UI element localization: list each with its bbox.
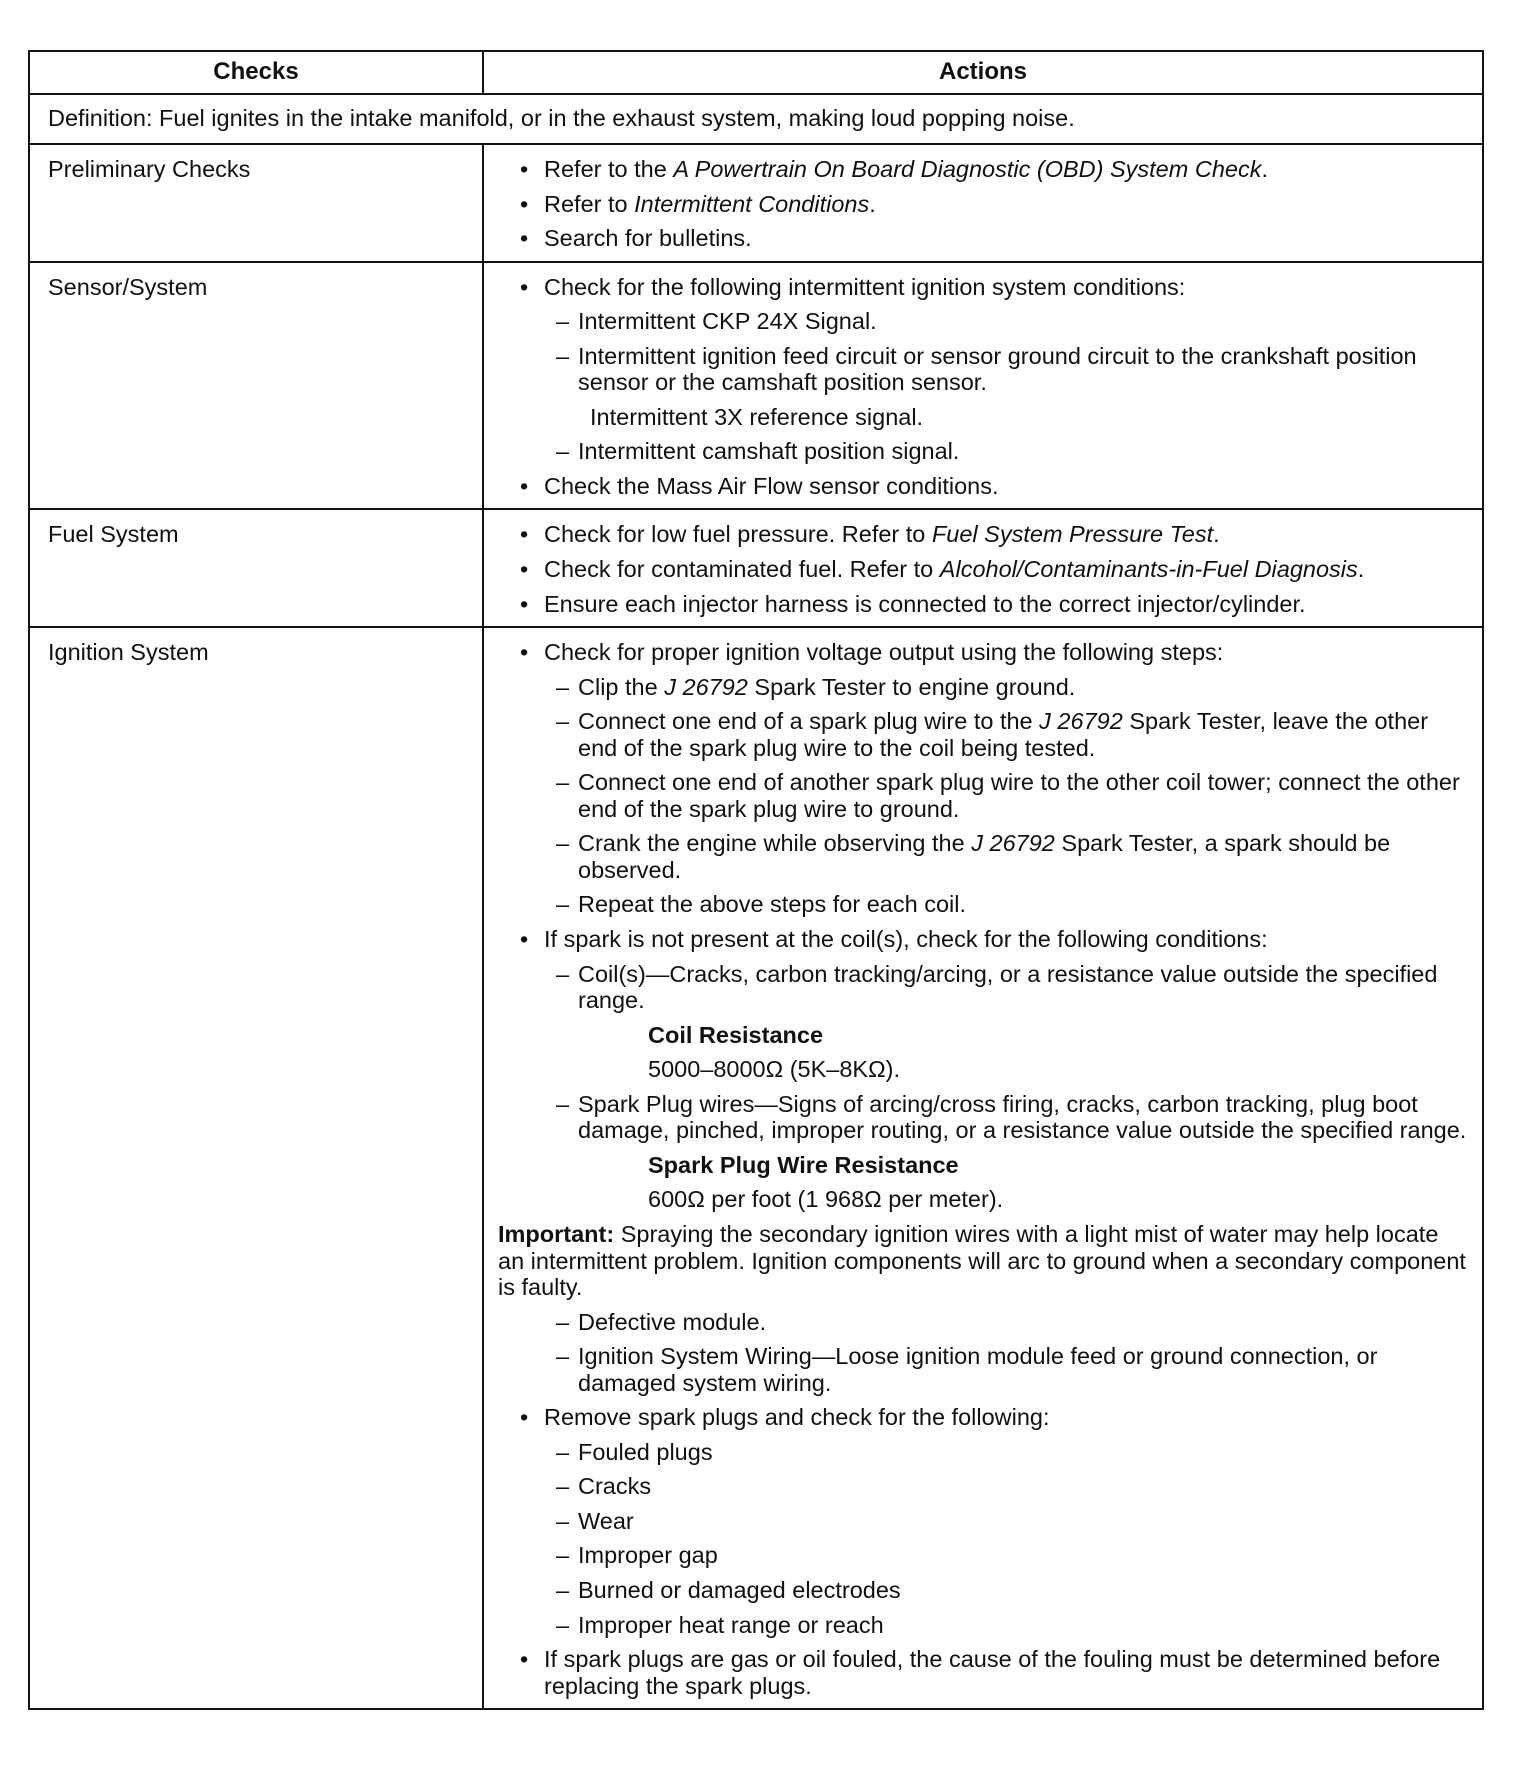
action-subitem: Intermittent 3X reference signal. — [590, 403, 924, 430]
spec-value: 5000–8000Ω (5K–8KΩ). — [648, 1056, 901, 1083]
check-label: Fuel System — [29, 509, 483, 627]
check-label: Sensor/System — [29, 262, 483, 510]
spec-value: 600Ω per foot (1 968Ω per meter). — [648, 1186, 1004, 1213]
action-subitem: – Cracks — [498, 1473, 1468, 1500]
actions-cell — [483, 262, 1483, 510]
check-label: Ignition System — [29, 627, 483, 1709]
action-subitem: – Intermittent CKP 24X Signal. — [498, 308, 1468, 335]
action-bullet: • If spark plugs are gas or oil fouled, the cause of the fouling must be determined before replacing the spark plugs. — [498, 1646, 1468, 1699]
action-subitem: – Intermittent ignition feed circuit or sensor ground circuit to the crankshaft position sensor or the camshaft position sensor. — [498, 343, 1468, 396]
action-subitem: – Connect one end of a spark plug wire to the J 26792 Spark Tester, leave the other end of the spark plug wire to the coil being tested. — [498, 708, 1468, 761]
action-bullet: • Refer to Intermittent Conditions. — [498, 191, 1468, 218]
action-subitem: – Fouled plugs — [498, 1439, 1468, 1466]
action-subitem: – Spark Plug wires—Signs of arcing/cross firing, cracks, carbon tracking, plug boot damage, pinched, improper routing, or a resistance value outside the specified range. — [498, 1091, 1468, 1144]
action-subitem: – Defective module. — [498, 1309, 1468, 1336]
action-bullet: • Ensure each injector harness is connected to the correct injector/cylinder. — [498, 591, 1468, 618]
important-note: Important: Spraying the secondary ignition wires with a light mist of water may help locate an intermittent problem. Ignition components will arc to ground when a secondary component is faulty. — [498, 1220, 1466, 1301]
actions-cell — [483, 509, 1483, 627]
table-row — [29, 627, 1483, 1709]
action-subitem: – Intermittent camshaft position signal. — [498, 438, 1468, 465]
check-label: Preliminary Checks — [29, 144, 483, 262]
action-subitem: – Coil(s)—Cracks, carbon tracking/arcing, or a resistance value outside the specified range. — [498, 961, 1468, 1014]
action-subitem: – Crank the engine while observing the J 26792 Spark Tester, a spark should be observed. — [498, 830, 1468, 883]
table-row — [29, 509, 1483, 627]
table-row — [29, 262, 1483, 510]
action-subitem: – Clip the J 26792 Spark Tester to engine ground. — [498, 674, 1468, 701]
action-subitem: – Connect one end of another spark plug wire to the other coil tower; connect the other end of the spark plug wire to ground. — [498, 769, 1468, 822]
definition-text: Definition: Fuel ignites in the intake manifold, or in the exhaust system, making loud popping noise. — [29, 94, 1483, 144]
table-row — [29, 144, 1483, 262]
action-subitem: – Improper heat range or reach — [498, 1612, 1468, 1639]
spec-heading: Spark Plug Wire Resistance — [648, 1151, 959, 1178]
spec-heading: Coil Resistance — [648, 1021, 824, 1048]
actions-cell — [483, 627, 1483, 1709]
action-subitem: – Repeat the above steps for each coil. — [498, 891, 1468, 918]
checks-header: Checks — [29, 51, 483, 94]
action-bullet: • Remove spark plugs and check for the following: — [498, 1404, 1468, 1431]
action-bullet: • Check for the following intermittent ignition system conditions: — [498, 274, 1468, 301]
action-bullet: • Search for bulletins. — [498, 225, 1468, 252]
action-subitem: – Wear — [498, 1508, 1468, 1535]
action-bullet: • Check the Mass Air Flow sensor conditions. — [498, 473, 1468, 500]
action-bullet: • If spark is not present at the coil(s), check for the following conditions: — [498, 926, 1468, 953]
action-bullet: • Refer to the A Powertrain On Board Diagnostic (OBD) System Check. — [498, 156, 1468, 183]
actions-header: Actions — [483, 51, 1483, 94]
action-bullet: • Check for proper ignition voltage output using the following steps: — [498, 639, 1468, 666]
action-bullet: • Check for low fuel pressure. Refer to Fuel System Pressure Test. — [498, 521, 1468, 548]
action-bullet: • Check for contaminated fuel. Refer to Alcohol/Contaminants-in-Fuel Diagnosis. — [498, 556, 1468, 583]
actions-cell — [483, 144, 1483, 262]
diagnostic-table — [28, 50, 1484, 1710]
action-subitem: – Burned or damaged electrodes — [498, 1577, 1468, 1604]
action-subitem: – Improper gap — [498, 1542, 1468, 1569]
definition-row — [29, 94, 1483, 144]
header-row — [29, 51, 1483, 94]
action-subitem: – Ignition System Wiring—Loose ignition module feed or ground connection, or damaged system wiring. — [498, 1343, 1468, 1396]
